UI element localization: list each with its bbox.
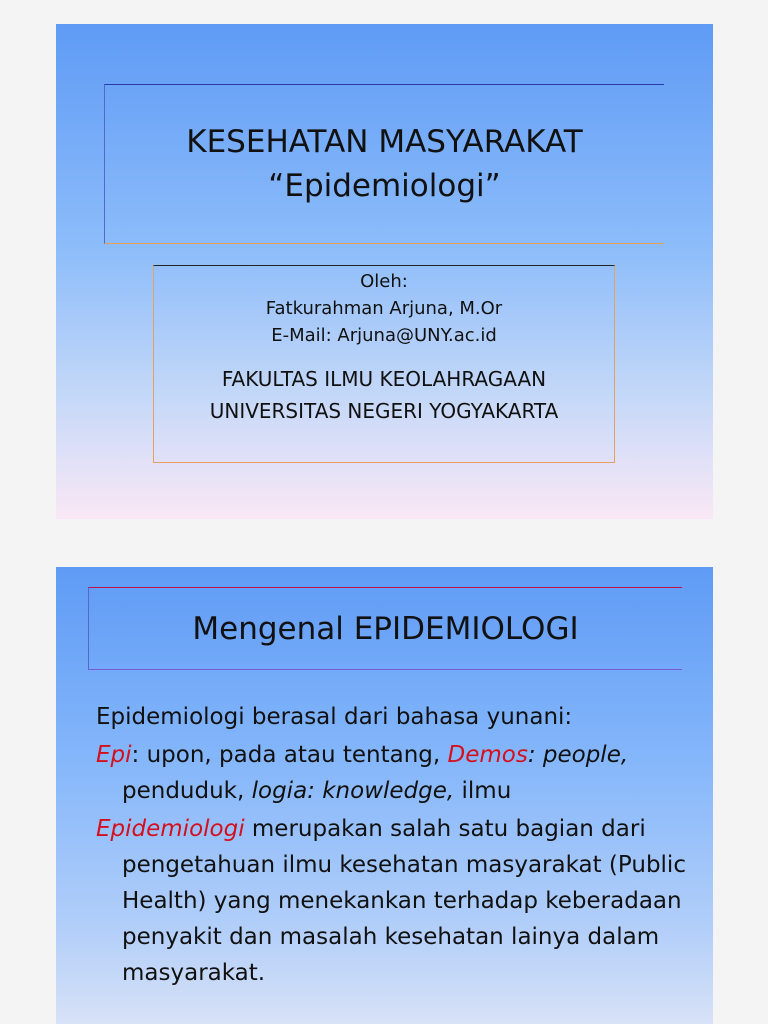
title-line-1: KESEHATAN MASYARAKAT <box>186 124 583 160</box>
slide-2 <box>56 567 713 1024</box>
epidemiologi-definition: merupakan salah satu bagian dari pengetahuan ilmu kesehatan masyarakat (Public Health) yang menekankan terhadap keberadaan penyakit dan masalah kesehatan lainya dalam masyarakat. <box>122 816 686 986</box>
epi-definition: : upon, pada atau tentang, <box>131 742 448 768</box>
by-label: Oleh: <box>360 271 408 292</box>
demos-term: Demos <box>447 742 528 768</box>
epi-term: Epi <box>96 742 132 768</box>
author-name: Fatkurahman Arjuna, M.Or <box>265 298 503 319</box>
etymology-paragraph <box>96 737 696 809</box>
slide-2-body <box>96 699 696 993</box>
epidemiologi-term: Epidemiologi <box>96 816 245 842</box>
definition-paragraph <box>96 811 696 991</box>
ilmu-text: ilmu <box>454 778 512 804</box>
intro-paragraph: Epidemiologi berasal dari bahasa yunani: <box>96 704 573 730</box>
faculty-name: FAKULTAS ILMU KEOLAHRAGAAN <box>221 367 547 391</box>
slide-1 <box>56 24 713 519</box>
author-box <box>153 265 615 463</box>
demos-definition: : people, <box>527 742 629 768</box>
slide-2-title: Mengenal EPIDEMIOLOGI <box>88 587 682 670</box>
title-line-2: “Epidemiologi” <box>268 168 501 204</box>
logia-text: logia: knowledge, <box>251 778 455 804</box>
author-email: E-Mail: Arjuna@UNY.ac.id <box>271 325 497 346</box>
university-name: UNIVERSITAS NEGERI YOGYAKARTA <box>209 399 559 423</box>
penduduk-text: penduduk, <box>122 778 252 804</box>
title-box <box>104 84 664 244</box>
